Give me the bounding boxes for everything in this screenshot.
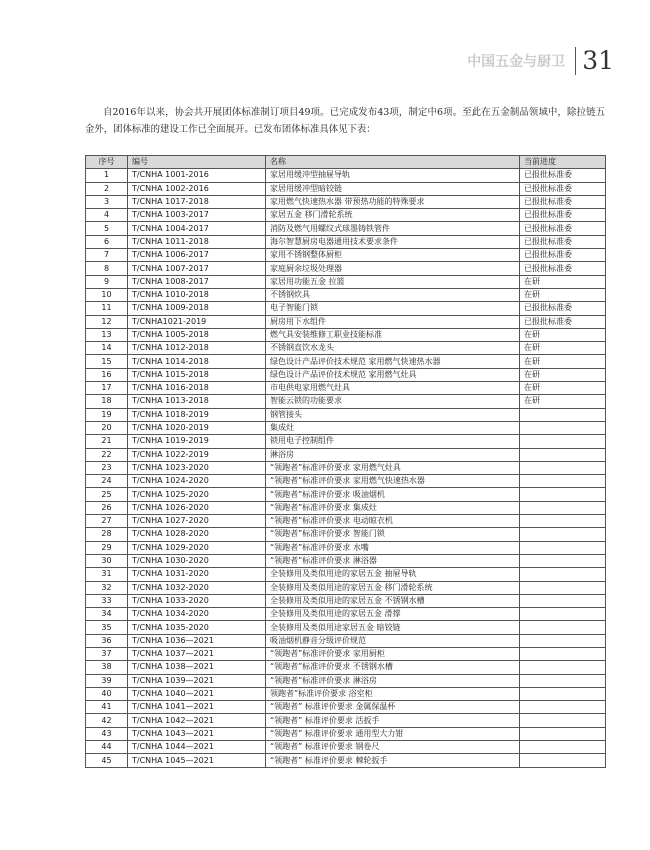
cell-index: 42 (86, 714, 128, 727)
cell-index: 19 (86, 408, 128, 421)
table-row (86, 182, 606, 195)
table-row (86, 621, 606, 634)
cell-name: 锁用电子控制组件 (266, 435, 520, 448)
cell-index: 16 (86, 368, 128, 381)
cell-status (520, 528, 606, 541)
cell-code: T/CNHA 1014-2018 (128, 355, 266, 368)
cell-name: “领跑者” 标准评价要求 棘轮扳手 (266, 754, 520, 767)
cell-index: 1 (86, 169, 128, 182)
cell-name: 领跑者”标准评价要求 浴室柜 (266, 687, 520, 700)
cell-status: 在研 (520, 355, 606, 368)
cell-index: 24 (86, 475, 128, 488)
cell-index: 6 (86, 235, 128, 248)
cell-index: 17 (86, 382, 128, 395)
table-row (86, 515, 606, 528)
cell-index: 34 (86, 608, 128, 621)
cell-status (520, 634, 606, 647)
cell-status (520, 448, 606, 461)
cell-status: 已报批标准委 (520, 182, 606, 195)
cell-status: 在研 (520, 288, 606, 301)
page-header (467, 46, 614, 76)
cell-code: T/CNHA 1004-2017 (128, 222, 266, 235)
cell-status: 在研 (520, 328, 606, 341)
table-row (86, 687, 606, 700)
cell-code: T/CNHA 1039—2021 (128, 674, 266, 687)
cell-name: 全装修用及类似用途的家居五金 滑撑 (266, 608, 520, 621)
cell-name: 吸油烟机静音分级评价规范 (266, 634, 520, 647)
cell-index: 22 (86, 448, 128, 461)
cell-index: 28 (86, 528, 128, 541)
cell-status (520, 661, 606, 674)
table-row (86, 581, 606, 594)
cell-status: 已报批标准委 (520, 169, 606, 182)
cell-status (520, 608, 606, 621)
cell-index: 29 (86, 541, 128, 554)
table-row (86, 461, 606, 474)
cell-status: 已报批标准委 (520, 262, 606, 275)
cell-index: 38 (86, 661, 128, 674)
cell-index: 45 (86, 754, 128, 767)
table-row (86, 448, 606, 461)
cell-name: 钢管接头 (266, 408, 520, 421)
cell-code: T/CNHA1021-2019 (128, 315, 266, 328)
cell-name: 智能云锁的功能要求 (266, 395, 520, 408)
cell-name: “领跑者” 标准评价要求 通用型大力钳 (266, 727, 520, 740)
cell-name: 家居用功能五金 拉篮 (266, 275, 520, 288)
table-row (86, 528, 606, 541)
cell-name: 家居五金 移门滑轮系统 (266, 209, 520, 222)
table-row (86, 249, 606, 262)
cell-status (520, 408, 606, 421)
table-row (86, 475, 606, 488)
cell-status (520, 554, 606, 567)
cell-name: “领跑者”标准评价要求 家用燃气快速热水器 (266, 475, 520, 488)
cell-index: 9 (86, 275, 128, 288)
cell-name: “领跑者” 标准评价要求 钢卷尺 (266, 741, 520, 754)
header-code: 编号 (128, 156, 266, 169)
cell-status (520, 461, 606, 474)
cell-code: T/CNHA 1029-2020 (128, 541, 266, 554)
cell-name: 淋浴房 (266, 448, 520, 461)
table-row (86, 342, 606, 355)
cell-status (520, 754, 606, 767)
table-row (86, 169, 606, 182)
cell-status (520, 421, 606, 434)
cell-name: “领跑者”标准评价要求 不锈钢水槽 (266, 661, 520, 674)
cell-name: 家庭厨余垃圾处理器 (266, 262, 520, 275)
table-body (86, 169, 606, 767)
cell-code: T/CNHA 1033-2020 (128, 594, 266, 607)
cell-index: 15 (86, 355, 128, 368)
cell-name: 家居用缓冲型暗铰链 (266, 182, 520, 195)
table-row (86, 235, 606, 248)
cell-code: T/CNHA 1001-2016 (128, 169, 266, 182)
cell-status (520, 568, 606, 581)
cell-status (520, 621, 606, 634)
cell-index: 4 (86, 209, 128, 222)
table-row (86, 541, 606, 554)
cell-name: 绿色设计产品评价技术规范 家用燃气灶具 (266, 368, 520, 381)
table-row (86, 714, 606, 727)
cell-name: “领跑者”标准评价要求 智能门锁 (266, 528, 520, 541)
cell-name: 不锈钢炊具 (266, 288, 520, 301)
table-row (86, 408, 606, 421)
cell-index: 43 (86, 727, 128, 740)
cell-code: T/CNHA 1013-2018 (128, 395, 266, 408)
cell-status (520, 488, 606, 501)
table-row (86, 421, 606, 434)
header-name: 名称 (266, 156, 520, 169)
cell-index: 5 (86, 222, 128, 235)
table-row (86, 355, 606, 368)
cell-name: “领跑者”标准评价要求 集成灶 (266, 501, 520, 514)
cell-status: 已报批标准委 (520, 249, 606, 262)
cell-index: 30 (86, 554, 128, 567)
cell-code: T/CNHA 1026-2020 (128, 501, 266, 514)
cell-status (520, 727, 606, 740)
table-row (86, 754, 606, 767)
cell-name: 消防及燃气用螺纹式球墨铸铁管件 (266, 222, 520, 235)
cell-code: T/CNHA 1035-2020 (128, 621, 266, 634)
cell-status (520, 674, 606, 687)
table-row (86, 634, 606, 647)
cell-index: 7 (86, 249, 128, 262)
table-row (86, 315, 606, 328)
cell-name: 不锈钢直饮水龙头 (266, 342, 520, 355)
cell-name: 全装修用及类似用途的家居五金 抽屉导轨 (266, 568, 520, 581)
cell-name: “领跑者” 标准评价要求 活扳手 (266, 714, 520, 727)
table-row (86, 554, 606, 567)
cell-name: “领跑者”标准评价要求 家用燃气灶具 (266, 461, 520, 474)
cell-name: 全装修用及类似用途的家居五金 不锈钢水槽 (266, 594, 520, 607)
cell-status: 在研 (520, 368, 606, 381)
cell-index: 12 (86, 315, 128, 328)
cell-code: T/CNHA 1005-2018 (128, 328, 266, 341)
cell-name: 集成灶 (266, 421, 520, 434)
cell-name: 厨房用下水组件 (266, 315, 520, 328)
cell-name: 家用燃气快速热水器 带预热功能的特殊要求 (266, 195, 520, 208)
cell-status: 在研 (520, 382, 606, 395)
cell-status (520, 541, 606, 554)
cell-name: “领跑者”标准评价要求 水嘴 (266, 541, 520, 554)
cell-index: 10 (86, 288, 128, 301)
cell-code: T/CNHA 1045—2021 (128, 754, 266, 767)
cell-status (520, 581, 606, 594)
cell-status (520, 435, 606, 448)
cell-code: T/CNHA 1020-2019 (128, 421, 266, 434)
cell-code: T/CNHA 1042—2021 (128, 714, 266, 727)
cell-name: “领跑者”标准评价要求 淋浴器 (266, 554, 520, 567)
cell-code: T/CNHA 1011-2018 (128, 235, 266, 248)
cell-name: 电子智能门锁 (266, 302, 520, 315)
cell-code: T/CNHA 1027-2020 (128, 515, 266, 528)
cell-status (520, 475, 606, 488)
header-status: 当前进度 (520, 156, 606, 169)
table-row (86, 368, 606, 381)
table-row (86, 501, 606, 514)
cell-status: 已报批标准委 (520, 209, 606, 222)
table-row (86, 275, 606, 288)
cell-code: T/CNHA 1018-2019 (128, 408, 266, 421)
cell-status (520, 701, 606, 714)
cell-code: T/CNHA 1017-2018 (128, 195, 266, 208)
cell-name: “领跑者”标准评价要求 家用厨柜 (266, 647, 520, 660)
table-row (86, 328, 606, 341)
cell-status (520, 714, 606, 727)
cell-status: 在研 (520, 275, 606, 288)
table-row (86, 195, 606, 208)
cell-code: T/CNHA 1036—2021 (128, 634, 266, 647)
cell-code: T/CNHA 1006-2017 (128, 249, 266, 262)
page-number: 31 (582, 46, 614, 75)
cell-index: 33 (86, 594, 128, 607)
table-row (86, 741, 606, 754)
cell-status: 已报批标准委 (520, 315, 606, 328)
cell-code: T/CNHA 1019-2019 (128, 435, 266, 448)
cell-code: T/CNHA 1032-2020 (128, 581, 266, 594)
table-header-row (86, 156, 606, 169)
table-row (86, 568, 606, 581)
cell-code: T/CNHA 1043—2021 (128, 727, 266, 740)
cell-name: 海尔智慧厨房电器通用技术要求条件 (266, 235, 520, 248)
cell-status: 在研 (520, 342, 606, 355)
cell-status (520, 741, 606, 754)
cell-index: 14 (86, 342, 128, 355)
cell-index: 8 (86, 262, 128, 275)
cell-index: 44 (86, 741, 128, 754)
cell-index: 11 (86, 302, 128, 315)
cell-code: T/CNHA 1016-2018 (128, 382, 266, 395)
cell-index: 3 (86, 195, 128, 208)
cell-name: 绿色设计产品评价技术规范 家用燃气快速热水器 (266, 355, 520, 368)
cell-code: T/CNHA 1034-2020 (128, 608, 266, 621)
cell-code: T/CNHA 1031-2020 (128, 568, 266, 581)
table-row (86, 382, 606, 395)
intro-text: 自2016年以来，协会共开展团体标准制订项目49项。已完成发布43项，制定中6项。至此在五金制品领域中，除拉链五金外，团体标准的建设工作已全面展开。已发布团体标准具体见下表： (85, 107, 605, 135)
table-row (86, 395, 606, 408)
cell-code: T/CNHA 1007-2017 (128, 262, 266, 275)
header-index: 序号 (86, 156, 128, 169)
cell-status (520, 515, 606, 528)
intro-paragraph (85, 104, 605, 138)
table-row (86, 608, 606, 621)
table-row (86, 647, 606, 660)
cell-status (520, 501, 606, 514)
standards-table (85, 155, 606, 768)
cell-index: 27 (86, 515, 128, 528)
cell-code: T/CNHA 1037—2021 (128, 647, 266, 660)
table-row (86, 435, 606, 448)
cell-name: 全装修用及类似用途家居五金 暗铰链 (266, 621, 520, 634)
table-row (86, 488, 606, 501)
cell-index: 23 (86, 461, 128, 474)
table-row (86, 701, 606, 714)
cell-index: 36 (86, 634, 128, 647)
cell-name: “领跑者”标准评价要求 吸油烟机 (266, 488, 520, 501)
cell-index: 2 (86, 182, 128, 195)
cell-code: T/CNHA 1023-2020 (128, 461, 266, 474)
cell-index: 13 (86, 328, 128, 341)
cell-index: 25 (86, 488, 128, 501)
cell-code: T/CNHA 1008-2017 (128, 275, 266, 288)
cell-index: 20 (86, 421, 128, 434)
cell-index: 39 (86, 674, 128, 687)
table-row (86, 674, 606, 687)
cell-code: T/CNHA 1024-2020 (128, 475, 266, 488)
cell-name: “领跑者”标准评价要求 淋浴房 (266, 674, 520, 687)
cell-index: 41 (86, 701, 128, 714)
table-row (86, 302, 606, 315)
cell-code: T/CNHA 1015-2018 (128, 368, 266, 381)
cell-code: T/CNHA 1044—2021 (128, 741, 266, 754)
cell-code: T/CNHA 1041—2021 (128, 701, 266, 714)
cell-name: 燃气具安装维修工职业技能标准 (266, 328, 520, 341)
table-row (86, 661, 606, 674)
cell-index: 32 (86, 581, 128, 594)
cell-index: 18 (86, 395, 128, 408)
cell-status: 已报批标准委 (520, 302, 606, 315)
cell-name: 家用不锈钢整体厨柜 (266, 249, 520, 262)
magazine-logo: 中国五金与厨卫 (467, 54, 566, 70)
cell-code: T/CNHA 1022-2019 (128, 448, 266, 461)
cell-status (520, 594, 606, 607)
cell-code: T/CNHA 1028-2020 (128, 528, 266, 541)
cell-code: T/CNHA 1030-2020 (128, 554, 266, 567)
table-row (86, 288, 606, 301)
cell-index: 26 (86, 501, 128, 514)
cell-status: 已报批标准委 (520, 222, 606, 235)
cell-name: 全装修用及类似用途的家居五金 移门滑轮系统 (266, 581, 520, 594)
cell-index: 40 (86, 687, 128, 700)
table-row (86, 727, 606, 740)
table-row (86, 222, 606, 235)
cell-index: 21 (86, 435, 128, 448)
header-divider (575, 47, 576, 75)
cell-name: 市电供电家用燃气灶具 (266, 382, 520, 395)
cell-name: “领跑者” 标准评价要求 金属保温杯 (266, 701, 520, 714)
cell-status: 已报批标准委 (520, 195, 606, 208)
cell-code: T/CNHA 1025-2020 (128, 488, 266, 501)
cell-index: 35 (86, 621, 128, 634)
table-row (86, 262, 606, 275)
cell-code: T/CNHA 1009-2018 (128, 302, 266, 315)
cell-index: 37 (86, 647, 128, 660)
cell-status: 已报批标准委 (520, 235, 606, 248)
cell-status: 在研 (520, 395, 606, 408)
cell-name: 家居用缓冲型抽屉导轨 (266, 169, 520, 182)
cell-status (520, 647, 606, 660)
cell-code: T/CNHA 1010-2018 (128, 288, 266, 301)
cell-code: T/CNHA 1002-2016 (128, 182, 266, 195)
cell-name: “领跑者”标准评价要求 电动晾衣机 (266, 515, 520, 528)
cell-code: T/CNHA 1012-2018 (128, 342, 266, 355)
table-row (86, 209, 606, 222)
cell-code: T/CNHA 1003-2017 (128, 209, 266, 222)
table-row (86, 594, 606, 607)
cell-status (520, 687, 606, 700)
cell-index: 31 (86, 568, 128, 581)
cell-code: T/CNHA 1038—2021 (128, 661, 266, 674)
cell-code: T/CNHA 1040—2021 (128, 687, 266, 700)
